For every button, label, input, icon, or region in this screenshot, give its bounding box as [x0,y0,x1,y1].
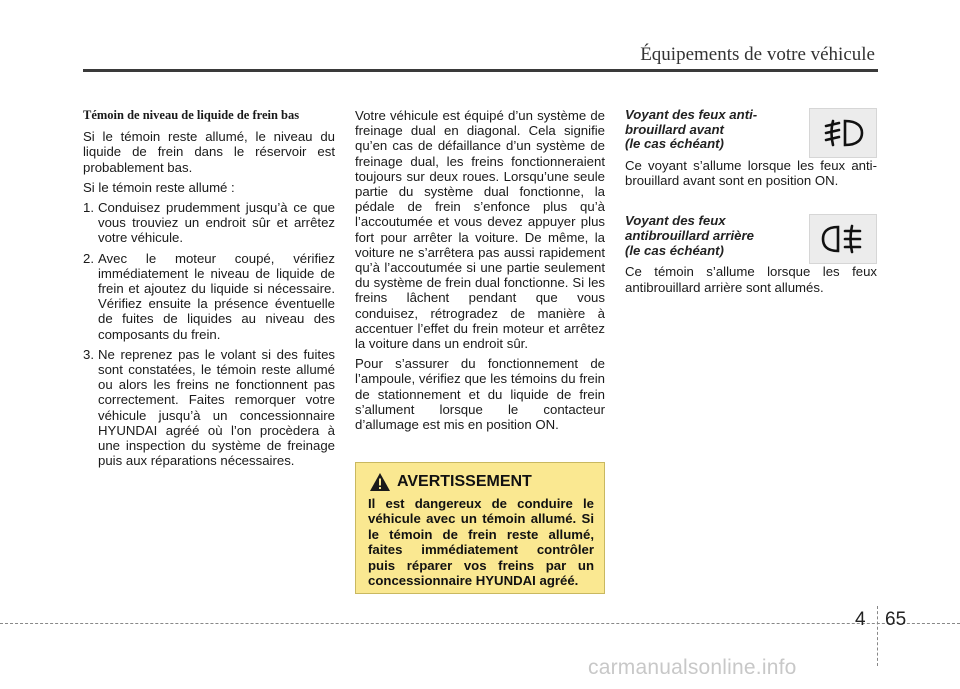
list-item [83,347,335,469]
title-line: (le cas échéant) [625,136,724,152]
page-number-separator [877,606,878,666]
title-line: Voyant des feux anti- [625,107,758,122]
warning-header [356,463,604,492]
title-line: brouillard avant [625,121,724,137]
list-item-text: Ne reprenez pas le volant si des fuites sont constatées, le témoin reste allumé ou alors les freins ne fonctionnent pas correctement. Faites remorquer votre véhicule jusqu’à un concessionnaire HYUNDAI agréé où l’on procèdera à une inspection du système de freinage puis aux réparations nécessaires. [98,346,335,469]
list-number: 3. [83,346,94,362]
warning-title: AVERTISSEMENT [397,473,532,490]
paragraph: Pour s’assurer du fonctionnement de l’ampoule, vérifiez que les témoins du frein de stationnement et du liquide de frein s’allument lorsque le contacteur d’allumage est mis en position ON. [355,356,605,433]
list-item-text: Avec le moteur coupé, vérifiez immédiatement le niveau de liquide de frein et ajoutez du liquide si nécessaire. Vérifiez ensuite la présence éventuelle de fuites de liquides au niveau des composants du frein. [98,250,335,342]
section-heading: Témoin de niveau de liquide de frein bas [83,108,300,122]
rear-fog-lamp-icon [809,214,877,264]
right-column [625,108,877,300]
title-line: antibrouillard arrière [625,228,754,243]
footer-divider [0,623,960,624]
watermark: carmanualsonline.info [588,656,797,679]
list-number: 2. [83,250,94,266]
title-line: (le cas échéant) [625,242,724,258]
paragraph: Si le témoin reste allumé : [83,179,235,195]
front-fog-indicator [625,108,877,158]
paragraph: Votre véhicule est équipé d’un système de freinage dual en diagonal. Cela signifie qu’en cas de défaillance d’un système de freinage dual, les freins fonctionneraient toujours sur deux roues. Lorsqu’une seule partie du système dual fonctionne, la pédale de frein s’enfonce plus qu’à l’accoutumée et vous devez appuyer plus fort pour arrêter la voiture. De même, la voiture ne s’arrêtera pas aussi rapidement qu’à l’accoutumée si une partie seulement du système de frein dual fonctionne. Si les freins lâchent pendant que vous conduisez, rétrogradez de manière à accentuer l’effet du frein moteur et arrêtez la voiture dans un endroit sûr. [355,108,605,352]
indicator-title [625,108,795,152]
paragraph: Si le témoin reste allumé, le niveau du liquide de frein dans le réservoir est probablement bas. [83,129,335,175]
rear-fog-indicator [625,214,877,264]
middle-column [355,108,605,437]
warning-triangle-icon [369,472,391,492]
chapter-number: 4 [855,609,866,630]
page-number: 65 [885,609,907,630]
warning-box [355,462,605,594]
list-number: 1. [83,200,94,216]
header-divider [83,69,878,72]
title-line: Voyant des feux [625,213,726,229]
list-item [83,200,335,246]
list-item [83,251,335,342]
indicator-title [625,214,795,258]
page-header-title: Équipements de votre véhicule [640,44,875,65]
paragraph: Ce voyant s’allume lorsque les feux anti-brouillard avant sont en position ON. [625,158,877,189]
warning-text: Il est dangereux de conduire le véhicule avec un témoin allumé. Si le témoin de frein reste allumé, faites immédiatement contrôler puis réparer vos freins par un concessionnaire HYUNDAI agréé. [368,496,594,589]
steps-list [83,200,335,468]
paragraph: Ce témoin s’allume lorsque les feux antibrouillard arrière sont allumés. [625,264,877,295]
left-column [83,108,335,473]
list-item-text: Conduisez prudemment jusqu’à ce que vous trouviez un endroit sûr et arrêtez votre véhicule. [98,200,335,246]
front-fog-lamp-icon [809,108,877,158]
